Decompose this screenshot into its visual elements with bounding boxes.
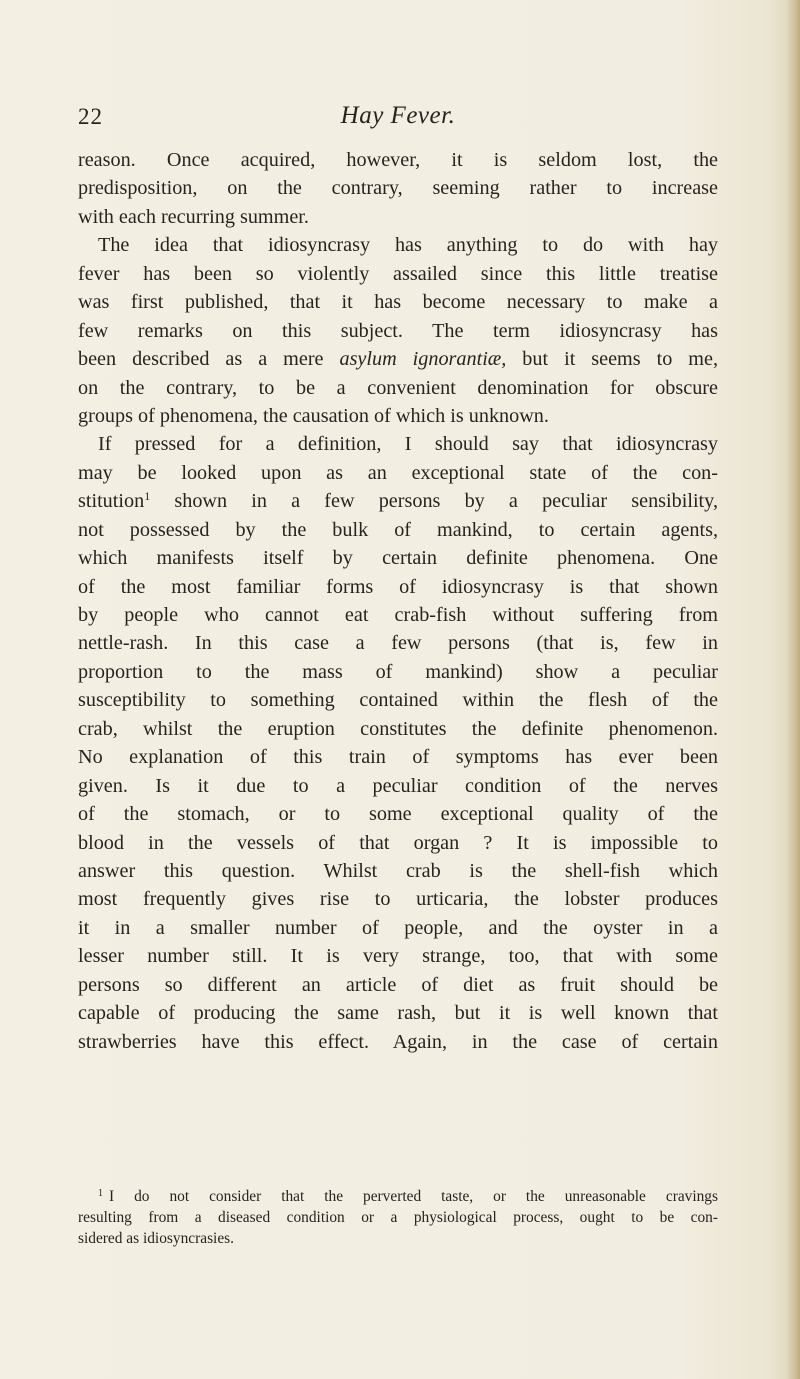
page-number: 22	[78, 104, 103, 129]
footnote-text: I do not consider that the perverted taste, or the unreasonable cravings	[109, 1188, 718, 1205]
text-line: given. Is it due to a peculiar condition of the nerves	[78, 774, 718, 797]
text-line-with-footnote-ref	[78, 487, 718, 515]
text-line: The idea that idiosyncrasy has anything to do with hay	[98, 234, 718, 257]
text-line: it in a smaller number of people, and the oyster in a	[78, 916, 718, 939]
page-edge-shadow	[786, 0, 800, 1379]
text-line: persons so different an article of diet as fruit should be	[78, 973, 718, 996]
text-line: groups of phenomena, the causation of which is unknown.	[78, 404, 549, 427]
text-line: not possessed by the bulk of mankind, to certain agents,	[78, 518, 718, 541]
latin-phrase: asylum ignorantiæ,	[339, 348, 507, 371]
text-line: of the most familiar forms of idiosyncrasy is that shown	[78, 575, 718, 598]
text-segment: shown in a few persons by a peculiar sensibility,	[150, 490, 718, 513]
body-text	[78, 146, 718, 1056]
running-title: Hay Fever.	[340, 102, 456, 129]
text-line: few remarks on this subject. The term idiosyncrasy has	[78, 319, 718, 342]
footnote-marker: 1	[98, 1188, 103, 1199]
text-line: was first published, that it has become necessary to make a	[78, 291, 718, 314]
text-line-with-italic	[78, 345, 718, 373]
page-header	[78, 104, 718, 144]
text-segment: been described as a mere	[78, 348, 340, 371]
text-line: by people who cannot eat crab-fish without suffering from	[78, 604, 718, 626]
footnote-line: resulting from a diseased condition or a physiological process, ought to be con-	[78, 1209, 718, 1226]
text-line: crab, whilst the eruption constitutes the definite phenomenon.	[78, 717, 718, 740]
text-line: proportion to the mass of mankind) show a peculiar	[78, 660, 718, 683]
text-line: reason. Once acquired, however, it is seldom lost, the	[78, 149, 718, 171]
text-line: If pressed for a definition, I should say that idiosyncrasy	[98, 433, 718, 456]
text-line: strawberries have this effect. Again, in the case of certain	[78, 1030, 718, 1053]
text-line: with each recurring summer.	[78, 205, 309, 228]
text-line: most frequently gives rise to urticaria, the lobster produces	[78, 888, 718, 911]
text-line: predisposition, on the contrary, seeming rather to increase	[78, 177, 718, 200]
text-line: which manifests itself by certain definite phenomena. One	[78, 547, 718, 570]
text-line: blood in the vessels of that organ ? It is impossible to	[78, 831, 718, 854]
text-line: No explanation of this train of symptoms has ever been	[78, 746, 718, 769]
footnote-line	[78, 1186, 718, 1207]
text-line: fever has been so violently assailed since this little treatise	[78, 262, 718, 285]
footnote-reference: 1	[144, 489, 151, 504]
text-line: on the contrary, to be a convenient denomination for obscure	[78, 376, 718, 399]
footnote-line: sidered as idiosyncrasies.	[78, 1230, 235, 1247]
footnote	[78, 1186, 718, 1249]
text-segment: stitution	[78, 490, 145, 513]
text-line: of the stomach, or to some exceptional quality of the	[78, 803, 718, 826]
text-line: susceptibility to something contained within the flesh of the	[78, 689, 718, 712]
text-line: nettle-rash. In this case a few persons (that is, few in	[78, 632, 718, 655]
text-line: may be looked upon as an exceptional state of the con-	[78, 461, 718, 484]
text-line: lesser number still. It is very strange, too, that with some	[78, 945, 718, 968]
text-segment: but it seems to me,	[506, 348, 718, 371]
text-line: answer this question. Whilst crab is the shell-fish which	[78, 859, 718, 882]
text-line: capable of producing the same rash, but it is well known that	[78, 1002, 718, 1025]
